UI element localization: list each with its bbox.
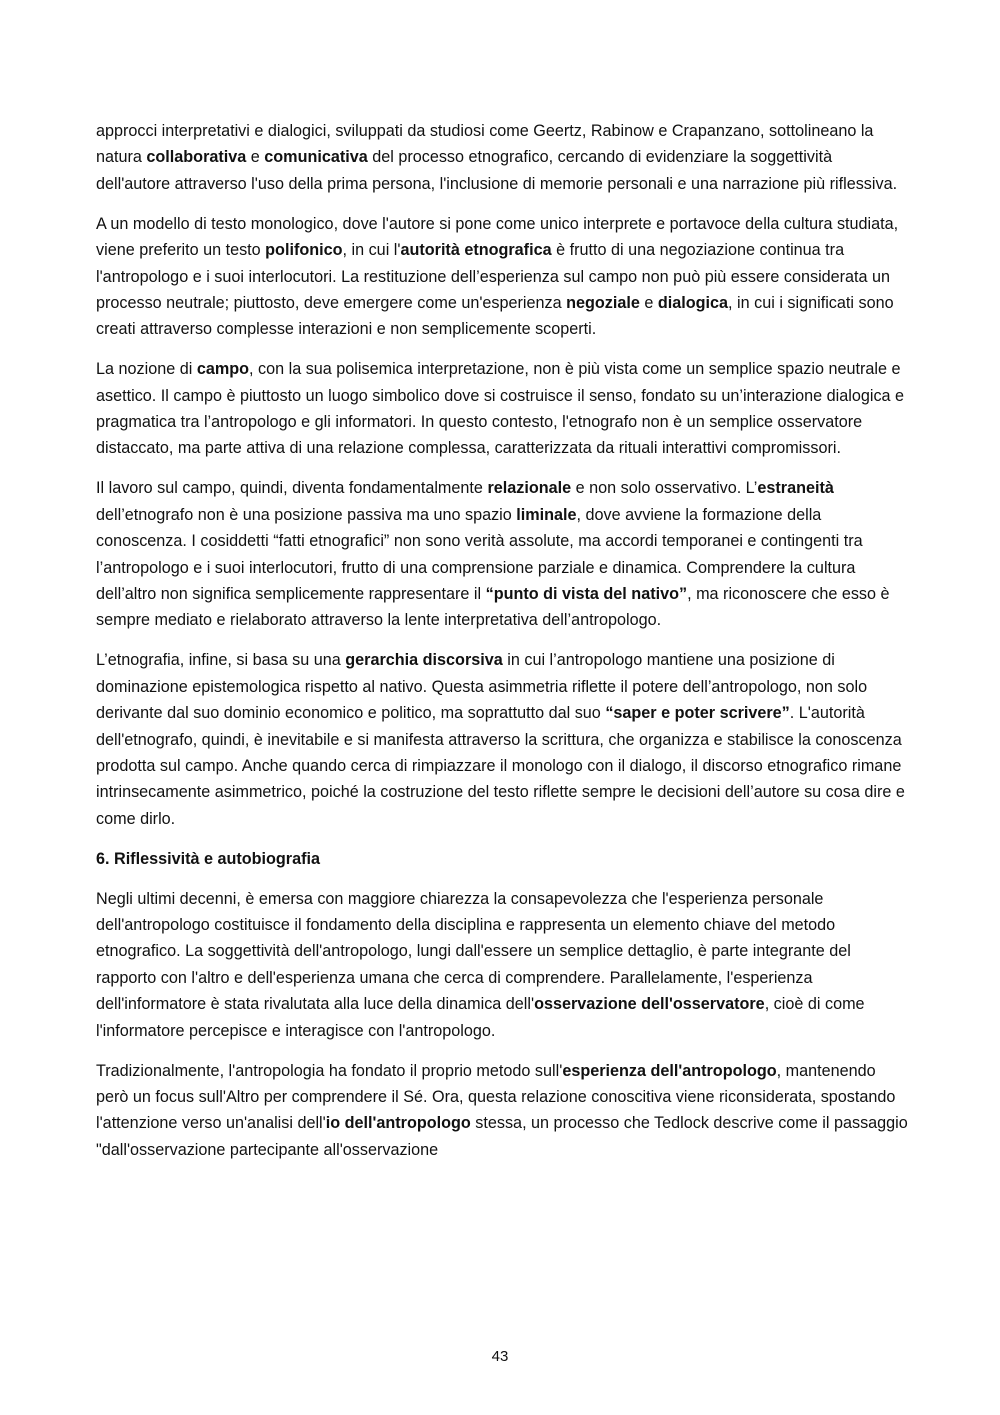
- bold-term: gerarchia discorsiva: [345, 651, 503, 670]
- bold-term: polifonico: [265, 241, 343, 260]
- text-run: , in cui l': [342, 241, 401, 260]
- body-paragraph: [96, 475, 908, 633]
- text-run: . L'autorità dell'etnografo, quindi, è inevitabile e si manifesta attraverso la scrittura, che organizza e stabilisce la conoscenza prodotta sul campo. Anche quando cerca di rimpiazzare il monologo con il dialogo, il discorso etnografico rimane intrinsecamente asimmetrico, poiché la costruzione del testo riflette sempre le decisioni dell’autore su cosa dire e come dirlo.: [96, 704, 905, 828]
- bold-term: estraneità: [757, 479, 834, 498]
- bold-term: io dell'antropologo: [325, 1114, 471, 1133]
- text-run: e: [639, 293, 658, 312]
- text-run: è frutto di una negoziazione continua tra l'antropologo e i suoi interlocutori. La restituzione dell’esperienza sul campo non può più essere considerata un processo neutrale; piuttosto, deve emergere come un'esperienza: [96, 241, 891, 312]
- text-run: e non solo osservativo. L’: [571, 479, 758, 498]
- bold-term: negoziale: [566, 293, 640, 312]
- text-run: Tradizionalmente, l'antropologia ha fondato il proprio metodo sull': [96, 1061, 563, 1080]
- text-run: approcci interpretativi e dialogici, sviluppati da studiosi come Geertz, Rabinow e Crapanzano, sottolineano la natura: [96, 122, 874, 167]
- text-run: , in cui i significati sono creati attraverso complesse interazioni e non semplicemente scoperti.: [96, 293, 894, 339]
- text-run: e: [246, 148, 265, 167]
- bold-term: liminale: [516, 505, 577, 524]
- document-page: [96, 118, 908, 1177]
- text-run: L’etnografia, infine, si basa su una: [96, 651, 346, 670]
- text-run: , dove avviene la formazione della conoscenza. I cosiddetti “fatti etnografici” non sono verità assolute, ma accordi temporanei e contingenti tra l’antropologo e i suoi interlocutori, frutto di una comprensione parziale e dinamica. Comprendere la cultura dell’altro non significa semplicemente rappresentare il: [96, 505, 863, 603]
- text-run: , cioè di come l'informatore percepisce e interagisce con l'antropologo.: [96, 995, 865, 1040]
- section-heading: [96, 846, 908, 872]
- body-paragraph: [96, 1058, 908, 1164]
- body-paragraph: [96, 356, 908, 462]
- bold-term: esperienza dell'antropologo: [562, 1061, 777, 1080]
- text-run: , mantenendo però un focus sull'Altro per comprendere il Sé. Ora, questa relazione conoscitiva viene riconsiderata, spostando l'attenzione verso un'analisi dell': [96, 1061, 896, 1133]
- body-paragraph: [96, 886, 908, 1044]
- text-run: Negli ultimi decenni, è emersa con maggiore chiarezza la consapevolezza che l'esperienza personale dell'antropologo costituisce il fondamento della disciplina e rappresenta un elemento chiave del metodo etnografico. La soggettività dell'antropologo, lungi dall'essere un semplice dettaglio, è parte integrante del rapporto con l'altro e dell'esperienza umana che cerca di comprendere. Parallelamente, l'esperienza dell'informatore è stata rivalutata alla luce della dinamica dell': [96, 889, 851, 1014]
- page-number: 43: [491, 1348, 509, 1365]
- text-run: in cui l’antropologo mantiene una posizione di dominazione epistemologica rispetto al nativo. Questa asimmetria riflette il potere dell’antropologo, non solo derivante dal suo dominio economico e politico, ma soprattutto dal suo: [96, 651, 868, 723]
- bold-term: 6. Riflessività e autobiografia: [96, 849, 320, 868]
- bold-term: osservazione dell'osservatore: [534, 995, 765, 1014]
- bold-term: collaborativa: [146, 148, 247, 167]
- text-run: Il lavoro sul campo, quindi, diventa fondamentalmente: [96, 479, 488, 498]
- bold-term: relazionale: [487, 479, 572, 498]
- text-run: A un modello di testo monologico, dove l'autore si pone come unico interprete e portavoce della cultura studiata, viene preferito un testo: [96, 214, 899, 260]
- text-run: La nozione di: [96, 360, 197, 379]
- text-run: dell’etnografo non è una posizione passiva ma uno spazio: [96, 505, 517, 524]
- text-run: , ma riconoscere che esso è sempre mediato e rielaborato attraverso la lente interpretativa dell’antropologo.: [96, 585, 890, 630]
- bold-term: autorità etnografica: [400, 241, 552, 260]
- body-paragraph: [96, 211, 908, 343]
- text-run: , con la sua polisemica interpretazione, non è più vista come un semplice spazio neutrale e asettico. Il campo è piuttosto un luogo simbolico dove si costruisce il senso, fondato su un’interazione dialogica e pragmatica tra l’antropologo e gli informatori. In questo contesto, l'etnografo non è un semplice osservatore distaccato, ma parte attiva di una relazione complessa, caratterizzata da rituali interattivi compromissori.: [96, 360, 905, 458]
- body-paragraph: [96, 647, 908, 832]
- body-paragraph: [96, 118, 908, 197]
- bold-term: campo: [196, 360, 249, 379]
- bold-term: “saper e poter scrivere”: [605, 704, 790, 723]
- bold-term: comunicativa: [264, 148, 368, 167]
- text-run: stessa, un processo che Tedlock descrive come il passaggio "dall'osservazione partecipante all'osservazione: [96, 1114, 908, 1159]
- bold-term: dialogica: [657, 293, 729, 312]
- text-run: del processo etnografico, cercando di evidenziare la soggettività dell'autore attraverso l'uso della prima persona, l'inclusione di memorie personali e una narrazione più riflessiva.: [96, 148, 898, 193]
- bold-term: “punto di vista del nativo”: [485, 585, 688, 603]
